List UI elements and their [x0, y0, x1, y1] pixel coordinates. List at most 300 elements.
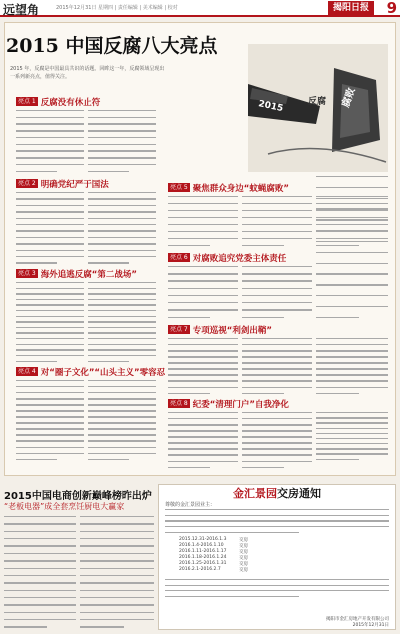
text-line: [165, 532, 299, 533]
text-line: [242, 448, 312, 449]
text-line: [316, 362, 388, 363]
point-tag: 亮点 6: [170, 254, 188, 261]
text-line: [4, 516, 76, 517]
point-8-heading: [168, 398, 289, 409]
text-line: [242, 231, 312, 232]
text-line: [80, 582, 154, 583]
text-line: [16, 434, 84, 435]
notice-footer: [326, 617, 389, 629]
text-line: [80, 538, 154, 539]
text-line: [242, 350, 312, 351]
text-line: [242, 266, 312, 267]
text-line: [16, 410, 84, 411]
text-line: [316, 263, 388, 264]
notice-title-rest: 交房通知: [277, 487, 321, 500]
text-line: [242, 418, 312, 419]
text-line: [88, 198, 156, 199]
point-2-heading: [16, 178, 109, 189]
body-text-block: [16, 282, 84, 362]
illustration-label-b: 腐败: [340, 86, 358, 110]
text-line: [80, 553, 154, 554]
text-line: [88, 164, 156, 165]
text-line: [242, 309, 312, 310]
text-line: [165, 509, 389, 510]
text-line: [16, 398, 84, 399]
text-line: [16, 192, 84, 193]
schedule-item: 交房: [239, 550, 248, 555]
text-line: [88, 404, 156, 405]
text-line: [4, 612, 76, 613]
text-line: [80, 590, 154, 591]
point-5-heading: [168, 182, 289, 193]
notice-title-highlight: 金汇景园: [233, 487, 277, 500]
point-tag: 亮点 3: [18, 270, 36, 277]
body-text-block: [168, 412, 238, 468]
text-line: [88, 422, 156, 423]
schedule-date: 2016.1.4-2016.1.10: [179, 543, 224, 548]
text-line: [316, 187, 388, 188]
text-line: [16, 171, 57, 172]
text-line: [16, 386, 84, 387]
text-line: [165, 585, 389, 586]
text-line: [16, 230, 84, 231]
text-line: [242, 302, 312, 303]
text-line: [4, 545, 76, 546]
text-line: [168, 368, 238, 369]
body-text-block: [88, 192, 156, 264]
point-title: 聚焦群众身边“蚊蝇腐败”: [192, 183, 289, 194]
text-line: [16, 224, 84, 225]
text-line: [4, 560, 76, 561]
text-line: [88, 256, 156, 257]
text-line: [316, 252, 388, 253]
text-line: [16, 243, 84, 244]
schedule-item: 交房: [239, 538, 248, 543]
text-line: [88, 392, 156, 393]
point-title: 明确党纪严于国法: [40, 179, 109, 190]
text-line: [80, 523, 154, 524]
text-line: [168, 196, 238, 197]
point-title: 专项巡视“利剑出鞘”: [192, 325, 272, 336]
text-line: [16, 293, 84, 294]
text-line: [316, 448, 388, 449]
text-line: [88, 218, 156, 219]
text-line: [316, 306, 388, 307]
notice-signature: 揭阳市金汇房地产开发有限公司: [326, 617, 389, 622]
text-line: [80, 545, 154, 546]
text-line: [165, 526, 389, 527]
point-title: 对“圈子文化”“山头主义”零容忍: [40, 367, 166, 378]
text-line: [16, 344, 84, 345]
text-line: [168, 424, 238, 425]
text-line: [88, 310, 156, 311]
text-line: [88, 137, 156, 138]
text-line: [165, 515, 389, 516]
text-line: [16, 256, 84, 257]
text-line: [4, 538, 76, 539]
text-line: [88, 321, 156, 322]
point-tag: 亮点 8: [170, 400, 188, 407]
section-title: 远望角: [3, 3, 40, 17]
point-tag: 亮点 4: [18, 368, 36, 375]
text-line: [16, 338, 84, 339]
schedule-date: 2016.1.25-2016.1.31: [179, 561, 227, 566]
text-line: [80, 560, 154, 561]
text-line: [168, 374, 238, 375]
text-line: [316, 230, 388, 231]
text-line: [316, 284, 388, 285]
text-line: [242, 356, 312, 357]
text-line: [242, 362, 312, 363]
schedule-date: 2016.2.1-2016.2.7: [179, 567, 221, 572]
body-text-block: [88, 380, 156, 460]
text-line: [168, 430, 238, 431]
text-line: [242, 368, 312, 369]
text-line: [88, 361, 129, 362]
text-line: [88, 130, 156, 131]
text-line: [168, 295, 238, 296]
text-line: [316, 368, 388, 369]
text-line: [242, 461, 312, 462]
text-line: [16, 144, 84, 145]
text-line: [16, 428, 84, 429]
body-text-block: [316, 412, 388, 460]
text-line: [88, 299, 156, 300]
text-line: [88, 123, 156, 124]
point-6-heading: [168, 252, 286, 263]
text-line: [80, 568, 154, 569]
text-line: [80, 626, 124, 627]
text-line: [242, 393, 284, 394]
body-text-block: [242, 196, 312, 246]
text-line: [16, 205, 84, 206]
text-line: [168, 393, 210, 394]
text-line: [168, 238, 238, 239]
text-line: [316, 317, 359, 318]
newspaper-name: 揭阳日报: [328, 1, 374, 15]
text-line: [242, 430, 312, 431]
text-line: [168, 273, 238, 274]
text-line: [88, 250, 156, 251]
body-text-block: [80, 516, 154, 628]
anti-corruption-illustration: [248, 44, 388, 172]
handover-notice: [158, 484, 396, 630]
text-line: [16, 288, 84, 289]
text-line: [242, 380, 312, 381]
text-line: [88, 355, 156, 356]
body-text-block: [242, 338, 312, 394]
text-line: [242, 280, 312, 281]
text-line: [316, 433, 388, 434]
text-line: [242, 288, 312, 289]
text-line: [316, 412, 388, 413]
text-line: [168, 362, 238, 363]
text-line: [316, 393, 359, 394]
text-line: [316, 176, 388, 177]
text-line: [16, 422, 84, 423]
text-line: [242, 203, 312, 204]
text-line: [168, 309, 238, 310]
text-line: [16, 137, 84, 138]
text-line: [88, 386, 156, 387]
text-line: [88, 110, 156, 111]
body-text-block: [88, 282, 156, 362]
text-line: [88, 157, 156, 158]
text-line: [168, 454, 238, 455]
schedule-item: 交房: [239, 562, 248, 567]
text-line: [242, 387, 312, 388]
text-line: [16, 332, 84, 333]
schedule-item: 交房: [239, 568, 248, 573]
text-line: [168, 280, 238, 281]
text-line: [316, 459, 359, 460]
text-line: [242, 224, 312, 225]
text-line: [165, 520, 389, 521]
text-line: [16, 218, 84, 219]
text-line: [4, 590, 76, 591]
text-line: [80, 575, 154, 576]
text-line: [168, 418, 238, 419]
text-line: [168, 387, 238, 388]
body-text-block: [168, 338, 238, 394]
text-line: [168, 210, 238, 211]
text-line: [316, 417, 388, 418]
text-line: [88, 416, 156, 417]
text-line: [242, 412, 312, 413]
text-line: [16, 262, 57, 263]
text-line: [168, 288, 238, 289]
text-line: [16, 164, 84, 165]
text-line: [88, 398, 156, 399]
page-header: [0, 0, 400, 17]
text-line: [16, 327, 84, 328]
body-text-block: [16, 380, 84, 460]
text-line: [16, 237, 84, 238]
text-line: [16, 299, 84, 300]
text-line: [88, 288, 156, 289]
text-line: [242, 436, 312, 437]
text-line: [316, 387, 388, 388]
text-line: [316, 295, 388, 296]
text-line: [316, 338, 388, 339]
text-line: [16, 404, 84, 405]
text-line: [80, 619, 154, 620]
text-line: [316, 438, 388, 439]
text-line: [16, 349, 84, 350]
point-1-heading: [16, 96, 100, 107]
text-line: [316, 208, 388, 209]
text-line: [168, 203, 238, 204]
text-line: [242, 344, 312, 345]
text-line: [16, 282, 84, 283]
text-line: [16, 250, 84, 251]
point-4-heading: [16, 366, 165, 377]
text-line: [80, 531, 154, 532]
text-line: [242, 210, 312, 211]
text-line: [242, 273, 312, 274]
text-line: [316, 422, 388, 423]
text-line: [16, 157, 84, 158]
text-line: [80, 597, 154, 598]
text-line: [168, 448, 238, 449]
intro-line: 一系列新亮点，值得关注。: [10, 74, 71, 80]
body-text-block: [88, 110, 156, 172]
text-line: [16, 380, 84, 381]
intro-line: 2015 年，反腐是中国最具共识的话题。回眸这一年，反腐领域呈现出: [10, 66, 165, 72]
text-line: [16, 440, 84, 441]
body-text-block: [168, 196, 238, 246]
point-tag: 亮点 5: [170, 184, 188, 191]
text-line: [242, 374, 312, 375]
text-line: [168, 442, 238, 443]
schedule-item: 交房: [239, 556, 248, 561]
text-line: [16, 304, 84, 305]
text-line: [88, 380, 156, 381]
text-line: [168, 245, 210, 246]
text-line: [16, 392, 84, 393]
text-line: [168, 412, 238, 413]
text-line: [242, 424, 312, 425]
text-line: [168, 350, 238, 351]
text-line: [4, 626, 47, 627]
text-line: [88, 344, 156, 345]
point-tag: 亮点 2: [18, 180, 36, 187]
text-line: [316, 273, 388, 274]
bottom-story-title: 2015中国电商创新巅峰榜昨出炉: [4, 491, 152, 502]
text-line: [88, 349, 156, 350]
illustration-year: 2015: [257, 99, 284, 115]
text-line: [242, 454, 312, 455]
text-line: [88, 327, 156, 328]
body-text-block: [16, 192, 84, 264]
page-number: 9: [386, 0, 397, 17]
point-3-heading: [16, 268, 137, 279]
body-text-block: [242, 412, 312, 468]
text-line: [242, 317, 284, 318]
notice-body-text: [165, 509, 389, 533]
text-line: [16, 117, 84, 118]
text-line: [168, 338, 238, 339]
illustration-label-a: 反腐: [308, 97, 327, 107]
text-line: [4, 531, 76, 532]
notice-date: 2015年12月31日: [352, 623, 389, 628]
body-text-block: [316, 338, 388, 394]
text-line: [165, 596, 299, 597]
text-line: [316, 219, 388, 220]
text-line: [88, 447, 156, 448]
text-line: [16, 150, 84, 151]
notice-title: [159, 485, 395, 501]
text-line: [4, 597, 76, 598]
text-line: [80, 612, 154, 613]
text-line: [88, 224, 156, 225]
text-line: [242, 196, 312, 197]
text-line: [242, 442, 312, 443]
text-line: [4, 582, 76, 583]
text-line: [4, 553, 76, 554]
text-line: [16, 316, 84, 317]
text-line: [16, 321, 84, 322]
text-line: [16, 198, 84, 199]
feature-title: 2015 中国反腐八大亮点: [6, 35, 218, 57]
text-line: [316, 374, 388, 375]
point-tag: 亮点 7: [170, 326, 188, 333]
text-line: [4, 619, 76, 620]
text-line: [88, 144, 156, 145]
text-line: [168, 317, 210, 318]
text-line: [165, 590, 389, 591]
text-line: [4, 523, 76, 524]
point-7-heading: [168, 324, 272, 335]
text-line: [16, 123, 84, 124]
text-line: [168, 380, 238, 381]
text-line: [316, 198, 388, 199]
text-line: [168, 344, 238, 345]
schedule-date: 2016.1.11-2016.1.17: [179, 549, 227, 554]
point-title: 海外追逃反腐“第二战场”: [40, 269, 137, 280]
text-line: [242, 338, 312, 339]
text-line: [316, 350, 388, 351]
text-line: [242, 295, 312, 296]
text-line: [16, 416, 84, 417]
text-line: [242, 245, 284, 246]
text-line: [168, 231, 238, 232]
text-line: [80, 604, 154, 605]
text-line: [16, 453, 84, 454]
schedule-row: [179, 567, 299, 573]
notice-greeting: 尊敬的金汇景园业主：: [165, 502, 216, 508]
point-title: 纪委“清理门户”自我净化: [192, 399, 289, 410]
text-line: [316, 380, 388, 381]
text-line: [16, 211, 84, 212]
text-line: [88, 237, 156, 238]
text-line: [16, 110, 84, 111]
text-line: [88, 262, 129, 263]
text-line: [242, 238, 312, 239]
text-line: [316, 428, 388, 429]
text-line: [88, 428, 156, 429]
bottom-story-subtitle: “老板电器”成全套烹饪厨电大赢家: [4, 502, 125, 511]
text-line: [168, 266, 238, 267]
text-line: [4, 568, 76, 569]
text-line: [4, 604, 76, 605]
text-line: [168, 224, 238, 225]
text-line: [88, 434, 156, 435]
text-line: [88, 192, 156, 193]
text-line: [88, 316, 156, 317]
text-line: [165, 579, 389, 580]
text-line: [88, 293, 156, 294]
text-line: [88, 304, 156, 305]
feature-intro: [10, 65, 250, 81]
point-title: 对腐败追究党委主体责任: [192, 253, 287, 264]
text-line: [16, 361, 57, 362]
header-meta: 2015年12月31日 星期四 | 责任编辑 | 美术编辑 | 校对: [56, 5, 178, 11]
body-text-block: [242, 266, 312, 318]
text-line: [88, 205, 156, 206]
text-line: [16, 355, 84, 356]
text-line: [16, 310, 84, 311]
point-title: 反腐没有休止符: [40, 97, 101, 108]
text-line: [168, 436, 238, 437]
text-line: [168, 302, 238, 303]
body-text-block: [168, 266, 238, 318]
text-line: [88, 440, 156, 441]
text-line: [16, 130, 84, 131]
text-line: [88, 171, 129, 172]
text-line: [88, 230, 156, 231]
text-line: [88, 243, 156, 244]
